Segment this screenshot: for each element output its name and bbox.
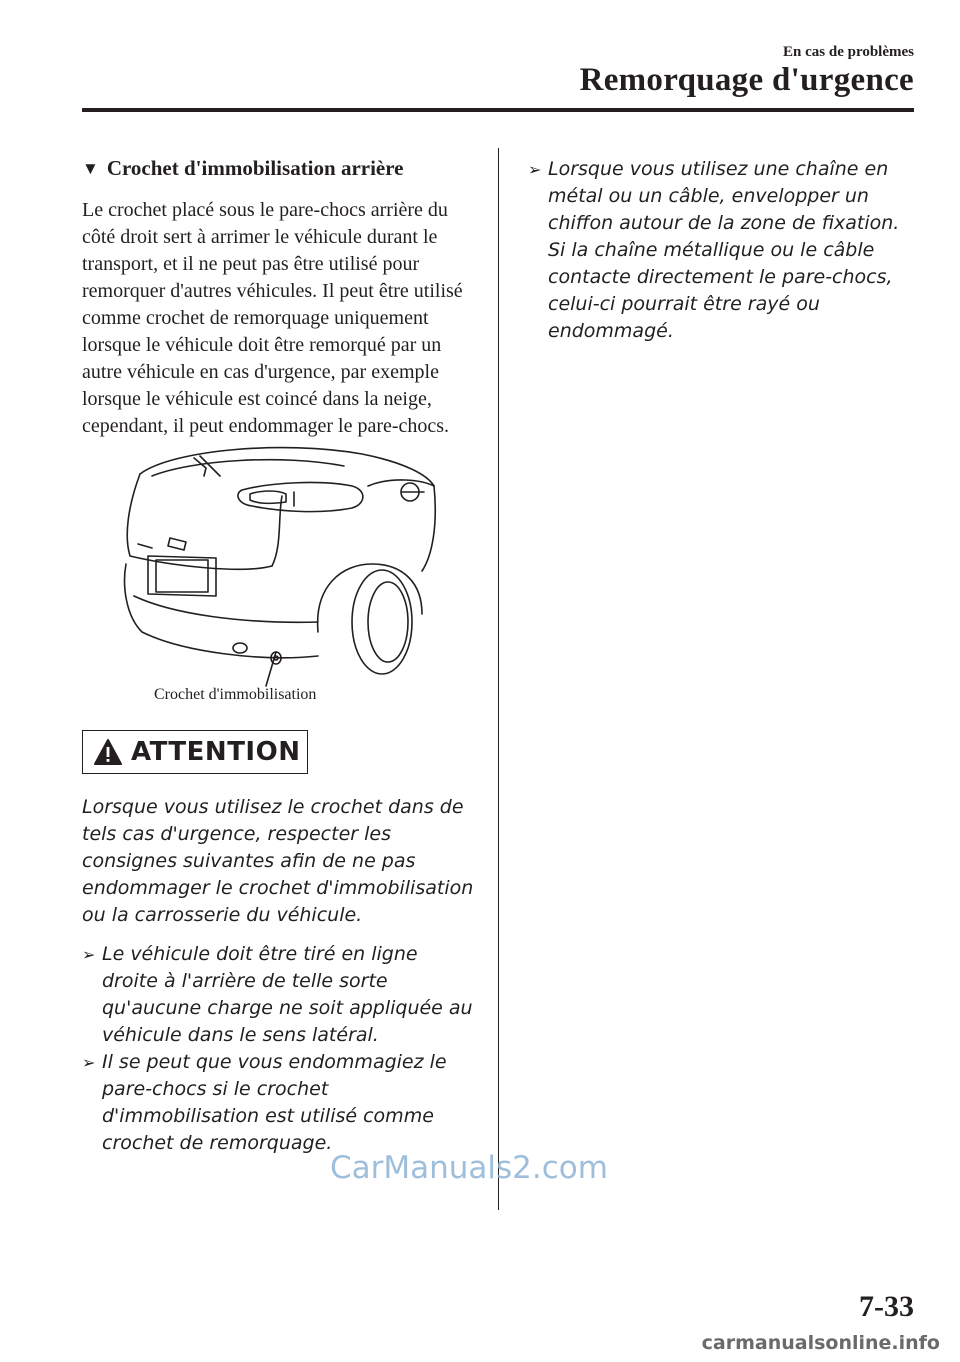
page-number: 7-33 [859, 1290, 914, 1323]
section-heading [82, 156, 474, 181]
page-title: Remorquage d'urgence [579, 62, 914, 98]
list-item [82, 941, 474, 1049]
section-heading-text: Crochet d'immobilisation arrière [106, 156, 404, 180]
rear-bumper-figure [82, 446, 474, 712]
car-rear-illustration [82, 446, 474, 712]
warning-triangle-icon [93, 738, 123, 766]
list-item [82, 1049, 474, 1157]
column-divider [498, 148, 499, 1210]
attention-lead: Lorsque vous utilisez le crochet dans de tels cas d'urgence, respecter les consignes suivantes afin de ne pas endommager le crochet d'immobilisation ou la carrosserie du véhicule. [82, 796, 474, 926]
footer-url: carmanualsonline.info [701, 1332, 940, 1354]
arrow-bullet-icon: ➢ [528, 160, 542, 179]
attention-box [82, 730, 308, 774]
header-section-label: En cas de problèmes [783, 44, 914, 60]
list-item-text: Lorsque vous utilisez une chaîne en métal ou un câble, envelopper un chiffon autour de la zone de fixation. Si la chaîne métallique ou le câble contacte directement le pare-chocs, celui-ci pourrait être rayé ou endommagé. [548, 158, 900, 342]
body-paragraph: Le crochet placé sous le pare-chocs arrière du côté droit sert à arrimer le véhicule durant le transport, et il ne peut pas être utilisé pour remorquer d'autres véhicules. Il peut être utilisé comme crochet de remorquage uniquement lorsque le véhicule doit être remorqué par un autre véhicule en cas d'urgence, par exemple lorsque le véhicule est coincé dans la neige, cependant, il peut endommager le pare-chocs. [82, 199, 463, 437]
right-column [528, 156, 920, 345]
figure-caption: Crochet d'immobilisation [154, 686, 317, 703]
arrow-bullet-icon: ➢ [82, 1053, 96, 1072]
left-column [82, 156, 474, 1157]
list-item-text: Il se peut que vous endommagiez le pare-chocs si le crochet d'immobilisation est utilisé comme crochet de remorquage. [102, 1051, 447, 1154]
watermark-logo: CarManuals2.com [330, 1150, 608, 1186]
attention-bullets [82, 941, 474, 1157]
list-item-text: Le véhicule doit être tiré en ligne droite à l'arrière de telle sorte qu'aucune charge ne soit appliquée au véhicule dans le sens latéral. [102, 943, 473, 1046]
arrow-bullet-icon: ➢ [82, 945, 96, 964]
triangle-marker-icon: ▼ [82, 158, 99, 178]
list-item [528, 156, 920, 345]
header-rule [82, 108, 914, 112]
attention-label: ATTENTION [131, 737, 301, 767]
